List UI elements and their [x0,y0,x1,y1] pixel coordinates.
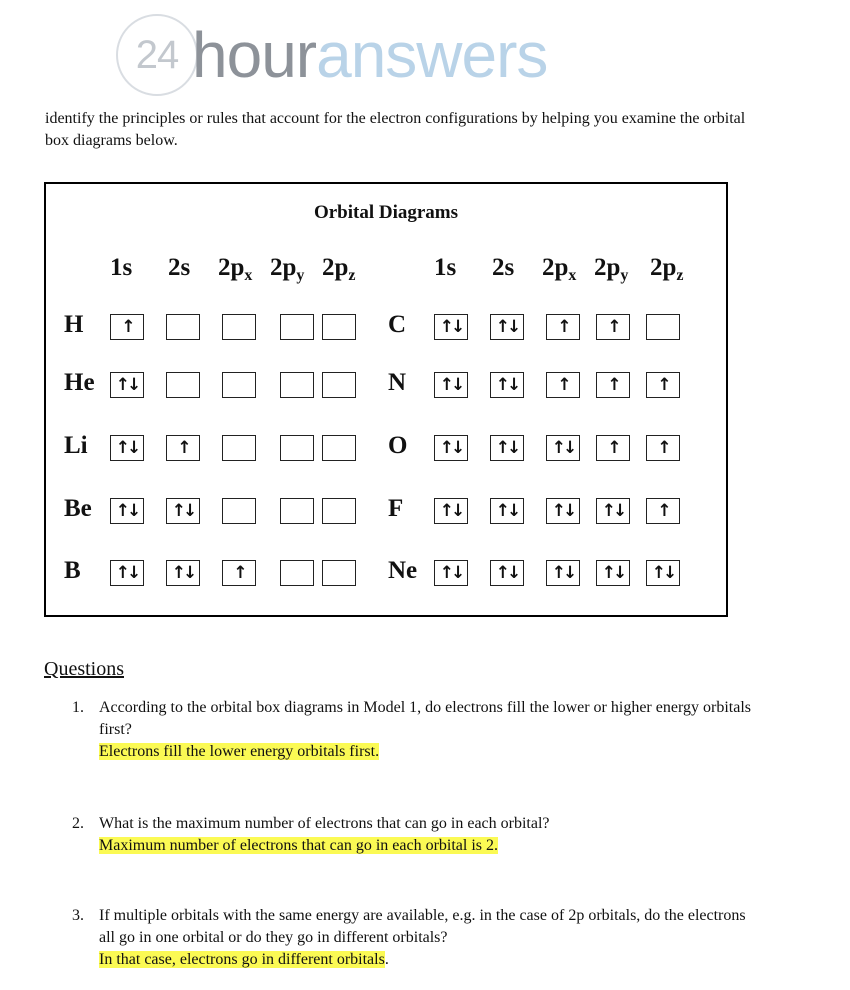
element-symbol: H [64,311,84,338]
element-symbol: N [388,369,407,396]
orbital-header-subscript: z [676,267,684,284]
element-symbol: B [64,557,81,584]
orbital-header-label: 2p [650,254,677,281]
orbital-box [322,314,356,340]
question-number: 2. [72,815,84,832]
orbital-box: ↑↓ [166,560,200,586]
answer-highlight: Electrons fill the lower energy orbitals first. [99,743,380,760]
orbital-box: ↑↓ [490,560,524,586]
orbital-box: ↑ [222,560,256,586]
orbital-box: ↑↓ [434,560,468,586]
orbital-box: ↑ [166,435,200,461]
orbital-header-label: 2p [542,254,569,281]
orbital-box: ↑↓ [434,498,468,524]
orbital-box: ↑↓ [490,435,524,461]
orbital-box: ↑↓ [490,498,524,524]
orbital-box: ↑ [596,435,630,461]
orbital-box: ↑↓ [166,498,200,524]
orbital-column-header [434,254,456,282]
answer-highlight: Maximum number of electrons that can go in each orbital is 2. [99,837,498,854]
logo-text-answers: answers [316,19,548,91]
orbital-header-label: 1s [434,254,457,281]
orbital-box [222,498,256,524]
orbital-box: ↑ [110,314,144,340]
orbital-box: ↑↓ [434,372,468,398]
orbital-header-subscript: x [568,267,577,284]
orbital-box: ↑↓ [596,498,630,524]
orbital-box [322,435,356,461]
orbital-box [166,314,200,340]
orbital-header-subscript: x [244,267,253,284]
question-1 [72,697,762,763]
orbital-box [280,372,314,398]
orbital-box: ↑↓ [490,372,524,398]
orbital-header-subscript: z [348,267,356,284]
orbital-column-header [322,254,356,285]
element-symbol: Ne [388,557,418,584]
question-text: According to the orbital box diagrams in Model 1, do electrons fill the lower or higher energy orbitals first? [99,699,751,738]
orbital-box: ↑↓ [110,435,144,461]
element-symbol: C [388,311,407,338]
logo-text [192,19,548,91]
orbital-column-header [650,254,684,285]
orbital-box: ↑ [646,498,680,524]
orbital-column-header [542,254,576,285]
logo-text-hour: hour [192,19,317,91]
element-symbol: O [388,432,408,459]
orbital-box: ↑ [546,314,580,340]
orbital-box: ↑↓ [646,560,680,586]
orbital-box [280,435,314,461]
orbital-box: ↑ [546,372,580,398]
element-symbol: Be [64,495,92,522]
orbital-box: ↑↓ [546,498,580,524]
question-2 [72,813,762,857]
intro-text: identify the principles or rules that account for the electron configurations by helping you examine the orbital box diagrams below. [45,110,746,149]
orbital-box: ↑↓ [434,435,468,461]
orbital-column-header [270,254,304,285]
element-symbol: Li [64,432,88,459]
orbital-header-label: 2p [594,254,621,281]
orbital-column-header [492,254,514,282]
orbital-diagram-box [44,182,728,617]
question-text: If multiple orbitals with the same energy are available, e.g. in the case of 2p orbitals, do the electrons all go in one orbital or do they go in different orbitals? [99,907,746,946]
orbital-header-label: 2s [492,254,515,281]
orbital-box: ↑ [596,314,630,340]
orbital-column-header [218,254,252,285]
orbital-box: ↑↓ [546,560,580,586]
question-number: 1. [72,699,84,716]
orbital-box [222,435,256,461]
orbital-box: ↑↓ [110,498,144,524]
answer-suffix: . [384,951,389,968]
orbital-header-label: 1s [110,254,133,281]
orbital-column-header [110,254,132,282]
element-symbol: F [388,495,404,522]
questions-heading: Questions [44,658,124,680]
orbital-box: ↑ [596,372,630,398]
question-text: What is the maximum number of electrons that can go in each orbital? [99,815,550,832]
orbital-header-label: 2p [270,254,297,281]
orbital-box: ↑↓ [490,314,524,340]
orbital-box: ↑↓ [596,560,630,586]
orbital-box [222,372,256,398]
orbital-column-header [594,254,628,285]
orbital-box [222,314,256,340]
question-3 [72,905,762,971]
answer-highlight: In that case, electrons go in different orbitals [99,951,385,968]
orbital-box: ↑↓ [110,372,144,398]
orbital-header-subscript: y [620,267,629,284]
orbital-box: ↑↓ [110,560,144,586]
logo-circle: 24 [116,14,198,96]
orbital-box [280,560,314,586]
orbital-box: ↑ [646,372,680,398]
orbital-box [322,372,356,398]
orbital-header-label: 2p [218,254,245,281]
orbital-box: ↑ [646,435,680,461]
orbital-box [280,314,314,340]
site-logo [116,14,547,96]
orbital-header-label: 2s [168,254,191,281]
orbital-diagram-title: Orbital Diagrams [313,202,459,223]
orbital-box [166,372,200,398]
orbital-header-subscript: y [296,267,305,284]
orbital-column-header [168,254,190,282]
orbital-box [322,560,356,586]
question-number: 3. [72,907,84,924]
orbital-box: ↑↓ [434,314,468,340]
element-symbol: He [64,369,95,396]
orbital-box [646,314,680,340]
orbital-box: ↑↓ [546,435,580,461]
orbital-box [322,498,356,524]
orbital-box [280,498,314,524]
orbital-header-label: 2p [322,254,349,281]
